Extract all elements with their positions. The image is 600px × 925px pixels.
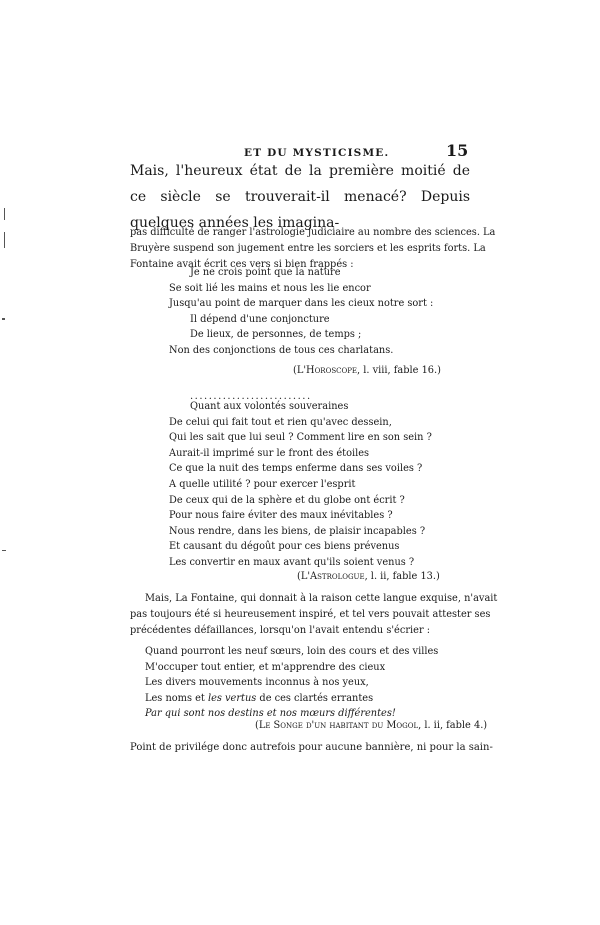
verse-line: Pour nous faire éviter des maux inévitables ? (169, 510, 393, 522)
scan-mark (4, 232, 5, 248)
verse-line: Aurait-il imprimé sur le front des étoiles (169, 447, 370, 459)
paragraph-line: pas difficulté de ranger l'astrologie judiciaire au nombre des sciences. La (130, 227, 496, 238)
final-line: Point de privilége donc autrefois pour aucune bannière, ni pour la sain- (130, 742, 493, 753)
citation-horoscope: (L'Horoscope, l. viii, fable 16.) (293, 365, 441, 376)
paragraph-line: Bruyère suspend son jugement entre les sorciers et les esprits forts. La (130, 242, 486, 254)
ellipsis-separator: .......................... (190, 391, 312, 402)
verse-line: Par qui sont nos destins et nos mœurs différentes! (145, 708, 396, 720)
running-header: ET DU MYSTICISME. (244, 147, 390, 159)
intro-paragraph: Mais, l'heureux état de la première moitié de ce siècle se trouverait-il menacé? Depuis quelques années les imagina- (130, 163, 470, 231)
verse-line: Quand pourront les neuf sœurs, loin des cours et des villes (145, 646, 439, 657)
verse-line: De ceux qui de la sphère et du globe ont écrit ? (169, 494, 405, 506)
paragraph-line: pas toujours été si heureusement inspiré, et tel vers pouvait attester ses (130, 608, 491, 620)
citation-work: L'Astrologue (300, 571, 365, 582)
verse-astrologue (0, 399, 600, 571)
citation-ref: , l. ii, fable 4.) (418, 720, 488, 731)
scan-mark (4, 208, 5, 220)
verse-line: Je ne crois point que la nature (190, 267, 341, 278)
page-number: 15 (446, 141, 469, 160)
verse-line: Qui les sait que lui seul ? Comment lire en son sein ? (169, 432, 432, 444)
verse-line: De celui qui fait tout et rien qu'avec dessein, (169, 416, 392, 428)
paragraph-line: précédentes défaillances, lorsqu'on l'avait entendu s'écrier : (130, 624, 431, 636)
scan-mark (2, 318, 5, 320)
paragraph-la-fontaine (130, 591, 498, 638)
paragraph-line: Mais, La Fontaine, qui donnait à la raison cette langue exquise, n'avait (145, 593, 498, 604)
citation-work: Le Songe d'un habitant du Mogol (258, 720, 419, 731)
verse-line: Se soit lié les mains et nous les lie encor (169, 282, 371, 294)
verse-horoscope (0, 265, 600, 359)
citation-ref: , l. viii, fable 16.) (357, 365, 441, 376)
verse-line: Les noms et les vertus de ces clartés errantes (145, 692, 374, 704)
verse-line: M'occuper tout entier, et m'apprendre des cieux (145, 661, 386, 673)
scan-mark (2, 550, 6, 551)
verse-line: Non des conjonctions de tous ces charlatans. (169, 344, 394, 356)
verse-line: A quelle utilité ? pour exercer l'esprit (169, 478, 356, 490)
verse-line: Quant aux volontés souveraines (190, 401, 349, 412)
citation-work: L'Horoscope (296, 365, 358, 376)
verse-line: Nous rendre, dans les biens, de plaisir incapables ? (169, 525, 426, 537)
verse-line: Il dépend d'une conjoncture (190, 313, 330, 325)
citation-astrologue: (L'Astrologue, l. ii, fable 13.) (297, 571, 440, 582)
verse-line: Les convertir en maux avant qu'ils soient venus ? (169, 556, 415, 568)
verse-line: De lieux, de personnes, de temps ; (190, 329, 362, 341)
verse-line: Ce que la nuit des temps enferme dans ses voiles ? (169, 463, 423, 475)
verse-line: Jusqu'au point de marquer dans les cieux notre sort : (169, 298, 434, 310)
citation-ref: , l. ii, fable 13.) (364, 571, 440, 582)
paragraph-line: Fontaine avait écrit ces vers si bien frappés : (130, 258, 354, 270)
citation-songe: (Le Songe d'un habitant du Mogol, l. ii, fable 4.) (255, 720, 488, 731)
verse-line: Et causant du dégoût pour ces biens prévenus (169, 541, 400, 553)
verse-line: Les divers mouvements inconnus à nos yeux, (145, 677, 369, 689)
verse-songe (0, 644, 600, 722)
